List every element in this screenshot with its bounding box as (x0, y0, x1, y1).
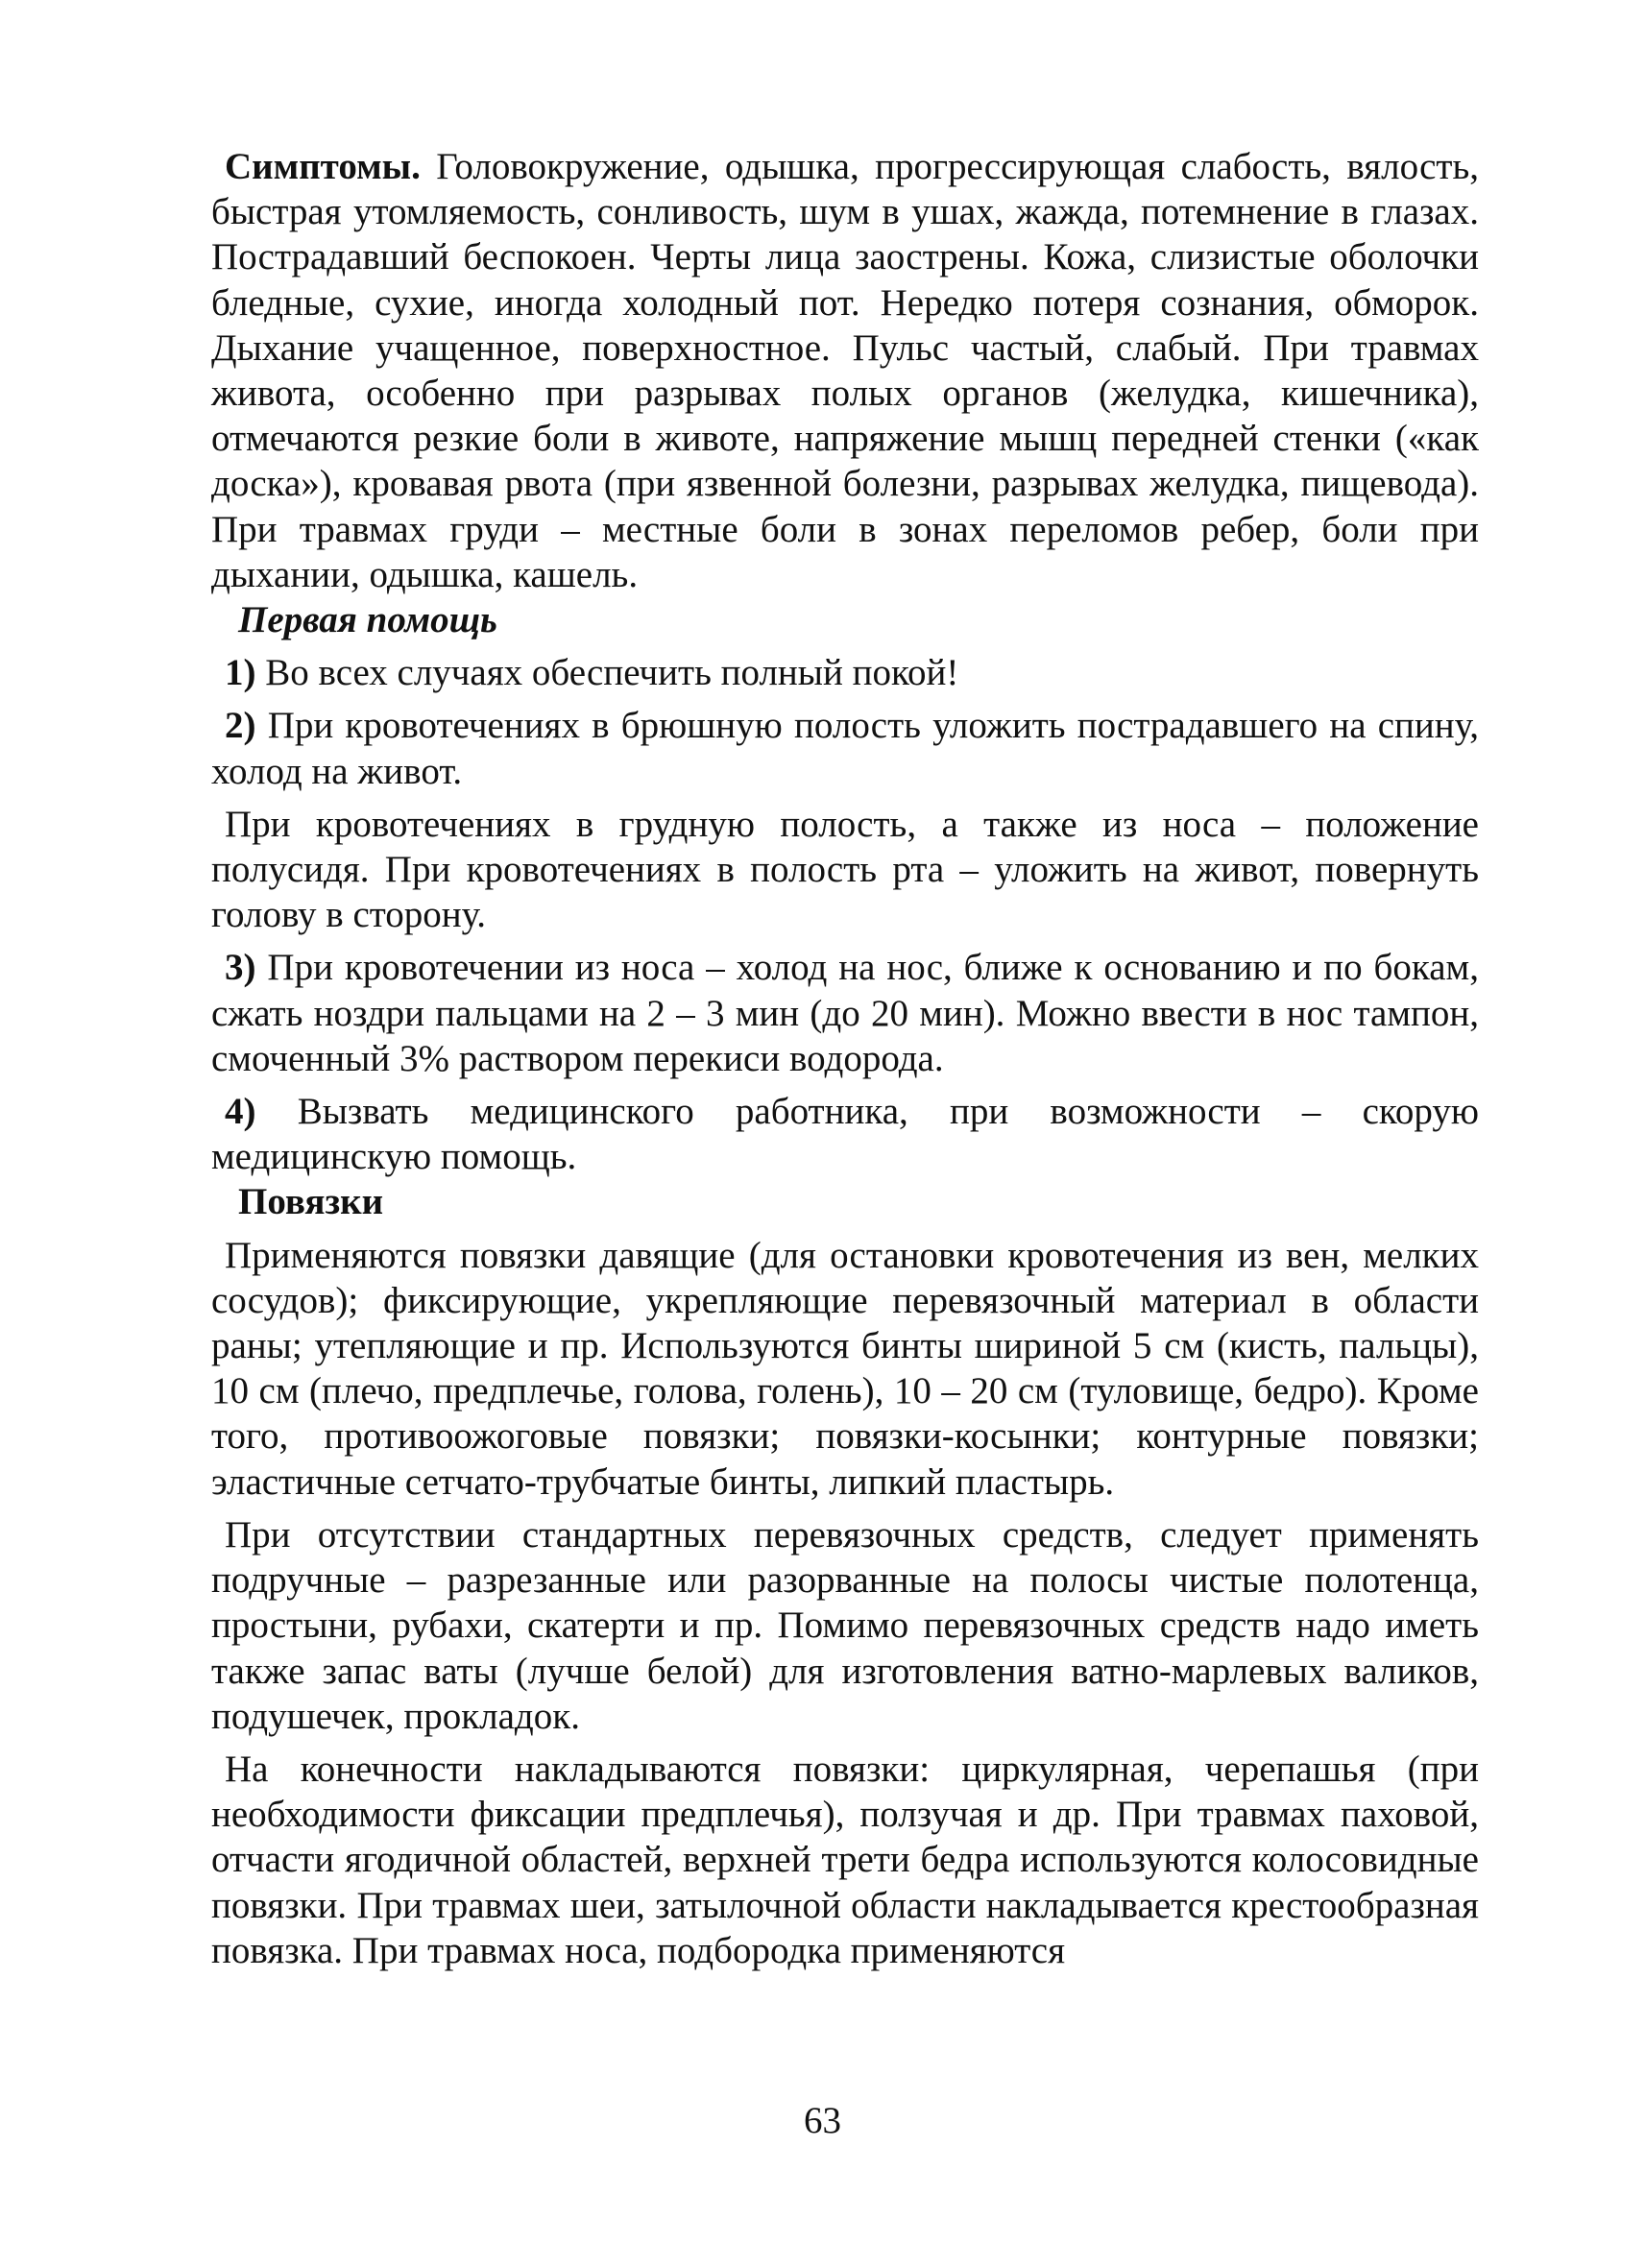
bandages-paragraph-1: Применяются повязки давящие (для остановки кровотечения из вен, мелких сосудов); фиксирующие, укрепляющие перевязочный материал в области раны; утепляющие и пр. Используются бинты шириной 5 см (кисть, пальцы), 10 см (плечо, предплечье, голова, голень), 10 – 20 см (туловище, бедро). Кроме того, противоожоговые повязки; повязки-косынки; контурные повязки; эластичные сетчато-трубчатые бинты, липкий пластырь. (211, 1234, 1479, 1503)
bandages-paragraph-3: На конечности накладываются повязки: циркулярная, черепашья (при необходимости фиксации предплечья), ползучая и др. При травмах паховой, отчасти ягодичной областей, верхней трети бедра используются колосовидные повязки. При травмах шеи, затылочной области накладывается крестообразная повязка. При травмах носа, подбородка применяются (211, 1748, 1479, 1971)
first-aid-item-1-number: 1) (225, 652, 256, 694)
first-aid-item-4-number: 4) (225, 1091, 256, 1133)
symptoms-paragraph (211, 144, 1479, 597)
first-aid-item-4 (211, 1089, 1479, 1179)
bandages-paragraph-2: При отсутствии стандартных перевязочных средств, следует применять подручные – разрезанные или разорванные на полосы чистые полотенца, простыни, рубахи, скатерти и пр. Помимо перевязочных средств надо иметь также запас ваты (лучше белой) для изготовления ватно-марлевых валиков, подушечек, прокладок. (211, 1513, 1479, 1737)
bandages-heading: Повязки (238, 1181, 384, 1223)
first-aid-heading: Первая помощь (238, 599, 497, 641)
first-aid-item-1 (211, 650, 1479, 695)
first-aid-item-2 (211, 703, 1479, 793)
first-aid-item-1-text: Во всех случаях обеспечить полный покой! (255, 652, 959, 694)
first-aid-item-2-number: 2) (225, 705, 256, 747)
first-aid-item-2-continued: При кровотечениях в грудную полость, а также из носа – положение полусидя. При кровотечениях в полость рта – уложить на живот, повернуть голову в сторону. (211, 803, 1479, 936)
symptoms-label: Симптомы. (225, 146, 421, 187)
first-aid-item-4-text: Вызвать медицинского работника, при возможности – скорую медицинскую помощь. (211, 1091, 1479, 1178)
first-aid-item-2-text: При кровотечениях в брюшную полость уложить пострадавшего на спину, холод на живот. (211, 705, 1479, 792)
first-aid-item-3 (211, 945, 1479, 1081)
first-aid-item-3-text: При кровотечении из носа – холод на нос, ближе к основанию и по бокам, сжать ноздри пальцами на 2 – 3 мин (до 20 мин). Можно ввести в нос тампон, смоченный 3% раствором перекиси водорода. (211, 947, 1479, 1079)
page-number: 63 (804, 2100, 841, 2141)
first-aid-item-3-number: 3) (225, 947, 256, 989)
symptoms-text: Головокружение, одышка, прогрессирующая слабость, вялость, быстрая утомляемость, сонливость, шум в ушах, жажда, потемнение в глазах. Пострадавший беспокоен. Черты лица заострены. Кожа, слизистые оболочки бледные, сухие, иногда холодный пот. Нередко потеря сознания, обморок. Дыхание учащенное, поверхностное. Пульс частый, слабый. При травмах живота, особенно при разрывах полых органов (желудка, кишечника), отмечаются резкие боли в животе, напряжение мышц передней стенки («как доска»), кровавая рвота (при язвенной болезни, разрывах желудка, пищевода). При травмах груди – местные боли в зонах переломов ребер, боли при дыхании, одышка, кашель. (211, 146, 1479, 595)
page-body-text (211, 144, 1479, 1973)
